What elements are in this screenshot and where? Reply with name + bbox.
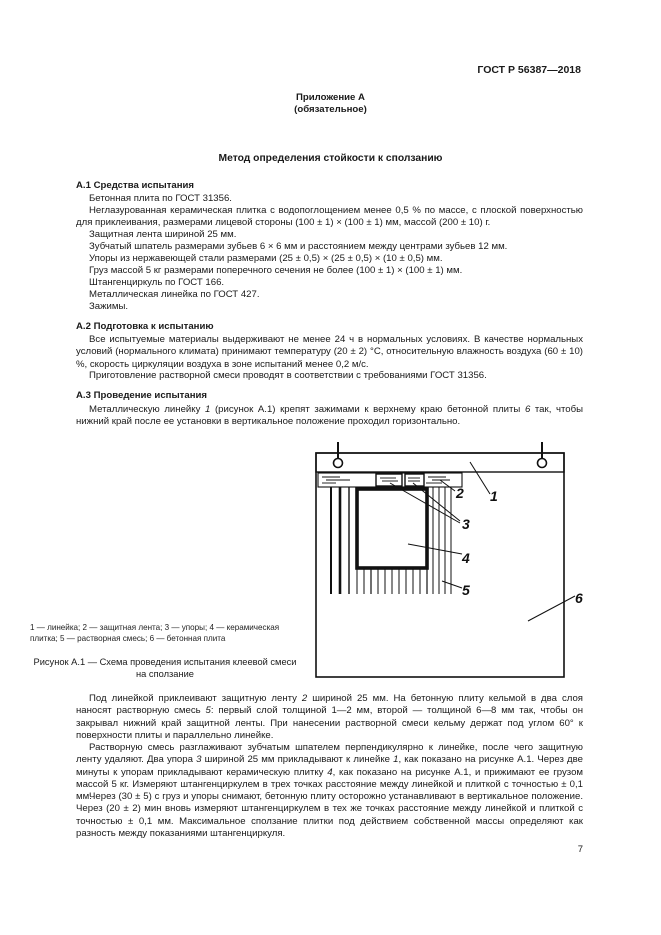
section-a1-heading: А.1 Средства испытания <box>76 180 195 191</box>
figure-label-6: 6 <box>575 590 583 606</box>
metal-ruler <box>316 453 564 472</box>
stop-left <box>376 474 402 486</box>
appendix-subtitle: (обязательное) <box>294 104 367 115</box>
a1-line: Штангенциркуль по ГОСТ 166. <box>89 277 225 288</box>
clamp-right-icon <box>538 442 547 468</box>
appendix-title: Приложение А <box>296 92 365 103</box>
figure-label-5: 5 <box>462 582 470 598</box>
figure-label-2: 2 <box>456 485 464 501</box>
a1-line: Зажимы. <box>89 301 129 312</box>
a1-line: Бетонная плита по ГОСТ 31356. <box>89 193 232 204</box>
a1-line: Металлическая линейка по ГОСТ 427. <box>89 289 260 300</box>
a2-paragraph: Приготовление растворной смеси проводят в соответствии с требованиями ГОСТ 31356. <box>89 370 487 381</box>
clamp-left-icon <box>334 442 343 468</box>
figure-label-4: 4 <box>462 550 470 566</box>
a1-line: Упоры из нержавеющей стали размерами (25 ± 0,5) × (25 ± 0,5) × (10 ± 0,5) мм. <box>89 253 443 264</box>
body-paragraph-3: Через (30 ± 5) с груз и упоры снимают, бетонную плиту осторожно устанавливают в вертикальное положение. Через (20 ± 2) мин вновь измеряют штангенциркулем в тех же точках расстояние между линейкой и плиткой с точностью ± 0,1 мм. Максимальное сползание плитки под действием собственной массы определяют как разность между показаниями штангенциркуля. <box>76 791 583 839</box>
figure-legend: 1 — линейка; 2 — защитная лента; 3 — упоры; 4 — керамическая плитка; 5 — растворная смесь; 6 — бетонная плита <box>30 623 280 643</box>
section-a3-heading: А.3 Проведение испытания <box>76 390 207 401</box>
figure-label-1: 1 <box>490 488 498 504</box>
a2-paragraph: Все испытуемые материалы выдерживают не менее 24 ч в нормальных условиях. В качестве нормальных условий (нормального климата) принимают температуру (20 ± 2) °С, относительную влажность воздуха (60 ± 10) %, скорость циркуляции воздуха в зоне испытаний менее 0,2 м/с. <box>76 334 583 370</box>
document-header: ГОСТ Р 56387—2018 <box>477 64 581 76</box>
section-a2-heading: А.2 Подготовка к испытанию <box>76 321 214 332</box>
a1-line: Защитная лента шириной 25 мм. <box>89 229 237 240</box>
a1-line: Зубчатый шпатель размерами зубьев 6 × 6 мм и расстоянием между центрами зубьев 12 мм. <box>89 241 508 252</box>
a1-line: Неглазурованная керамическая плитка с водопоглощением менее 0,5 % по массе, с плоской поверхностью для приклеивания, размерами лицевой стороны (100 ± 1) × (100 ± 1) мм, массой (200 ± 10) г. <box>76 205 583 228</box>
figure-a1-diagram <box>300 436 583 686</box>
a3-paragraph: Металлическую линейку 1 (рисунок А.1) крепят зажимами к верхнему краю бетонной плиты 6 так, чтобы нижний край после ее установки в вертикальное положение проходил горизонтально. <box>76 404 583 428</box>
a1-line: Груз массой 5 кг размерами поперечного сечения не более (100 ± 1) × (100 ± 1) мм. <box>89 265 463 276</box>
main-title: Метод определения стойкости к сползанию <box>218 153 443 164</box>
figure-caption: Рисунок А.1 — Схема проведения испытания клеевой смеси на сползание <box>33 657 297 679</box>
figure-label-3: 3 <box>462 516 470 532</box>
body-paragraph-2: Растворную смесь разглаживают зубчатым шпателем перпендикулярно к линейке, после чего защитную ленту удаляют. Два упора 3 шириной 25 мм прикладывают к линейке 1, как показано на рисунке А.1. Через две минуты к упорам прикладывают керамическую плитку 4, как показано на рисунке А.1, и прижимают ее грузом массой 5 кг. Измеряют штангенциркулем в трех точках расстояние между линейкой и плиткой с точностью ± 0,1 мм. <box>76 742 583 803</box>
body-paragraph-1: Под линейкой приклеивают защитную ленту 2 шириной 25 мм. На бетонную плиту кельмой в два слоя наносят растворную смесь 5: первый слой толщиной 1—2 мм, второй — толщиной 6—8 мм так, чтобы он закрывал нижний край защитной ленты. При нанесении растворной смеси кельму держат под углом 60° к поверхности плиты и параллельно линейке. <box>76 693 583 741</box>
ceramic-tile <box>357 489 427 568</box>
page-number: 7 <box>577 844 583 855</box>
